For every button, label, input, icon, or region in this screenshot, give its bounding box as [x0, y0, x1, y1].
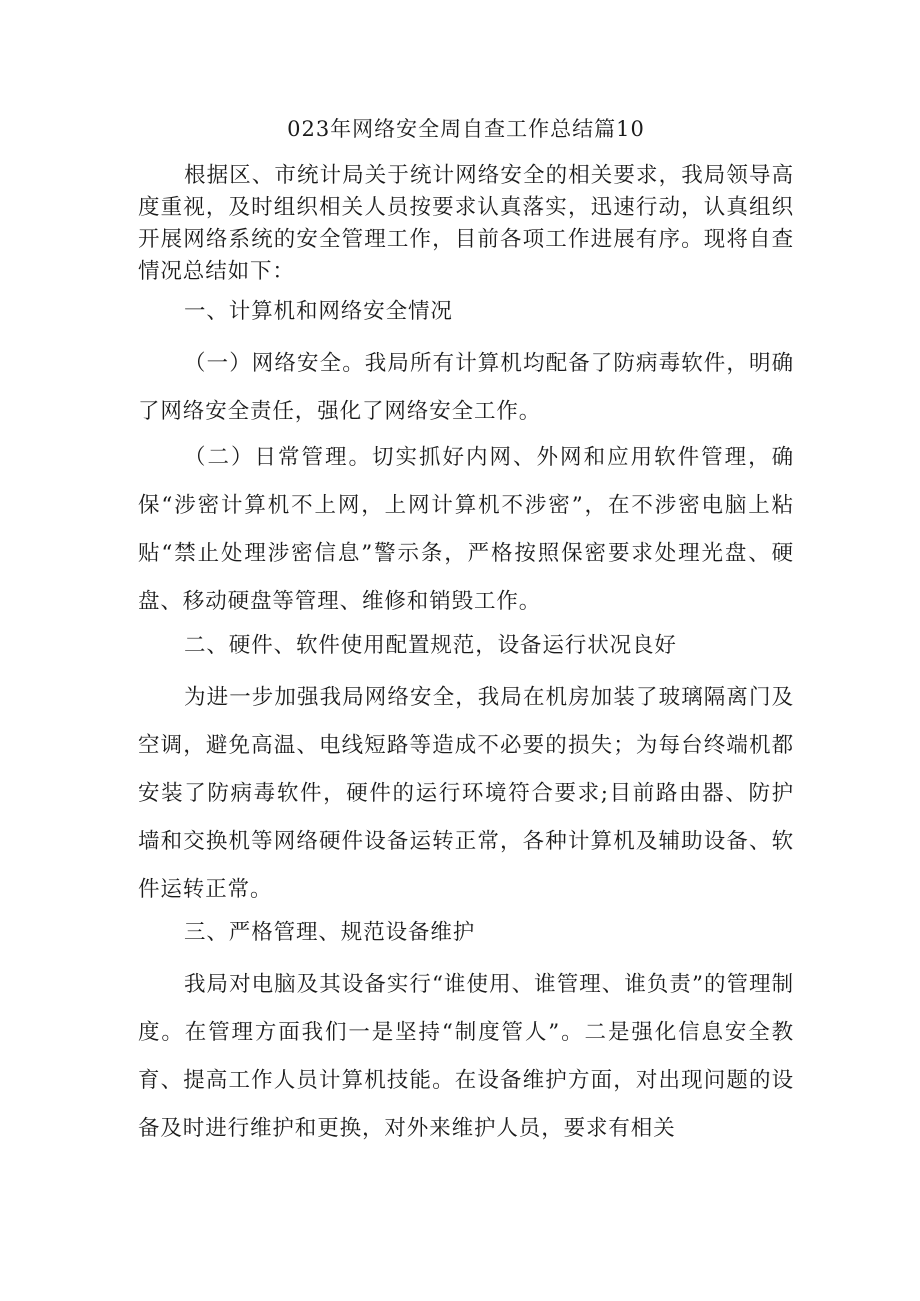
section-heading-1: 一、计算机和网络安全情况: [184, 299, 453, 324]
paragraph-intro: 根据区、市统计局关于统计网络安全的相关要求，我局领导高度重视，及时组织相关人员按要求认真落实，迅速行动，认真组织开展网络系统的安全管理工作，目前各项工作进展有序。现将自查情况总结如下：: [138, 163, 794, 284]
paragraph-hardware: 为进一步加强我局网络安全，我局在机房加装了玻璃隔离门及空调，避免高温、电线短路等造成不必要的损失；为每台终端机都安装了防病毒软件，硬件的运行环境符合要求;目前路由器、防护墙和交换机等网络硬件设备运转正常，各种计算机及辅助设备、软件运转正常。: [138, 685, 794, 902]
paragraph-maintenance: 我局对电脑及其设备实行“谁使用、谁管理、谁负责”的管理制度。在管理方面我们一是坚持“制度管人”。二是强化信息安全教育、提高工作人员计算机技能。在设备维护方面，对出现问题的设备及时进行维护和更换，对外来维护人员，要求有相关: [138, 972, 794, 1141]
section-heading-3: 三、严格管理、规范设备维护: [184, 920, 476, 945]
document-title: 023年网络安全周自查工作总结篇10: [287, 117, 645, 141]
paragraph-daily-management: （二）日常管理。切实抓好内网、外网和应用软件管理，确保“涉密计算机不上网，上网计算机不涉密”，在不涉密电脑上粘贴“禁止处理涉密信息”警示条，严格按照保密要求处理光盘、硬盘、移动硬盘等管理、维修和销毁工作。: [138, 445, 794, 614]
paragraph-network-security: （一）网络安全。我局所有计算机均配备了防病毒软件，明确了网络安全责任，强化了网络安全工作。: [138, 351, 794, 424]
section-heading-2: 二、硬件、软件使用配置规范，设备运行状况良好: [184, 633, 677, 658]
